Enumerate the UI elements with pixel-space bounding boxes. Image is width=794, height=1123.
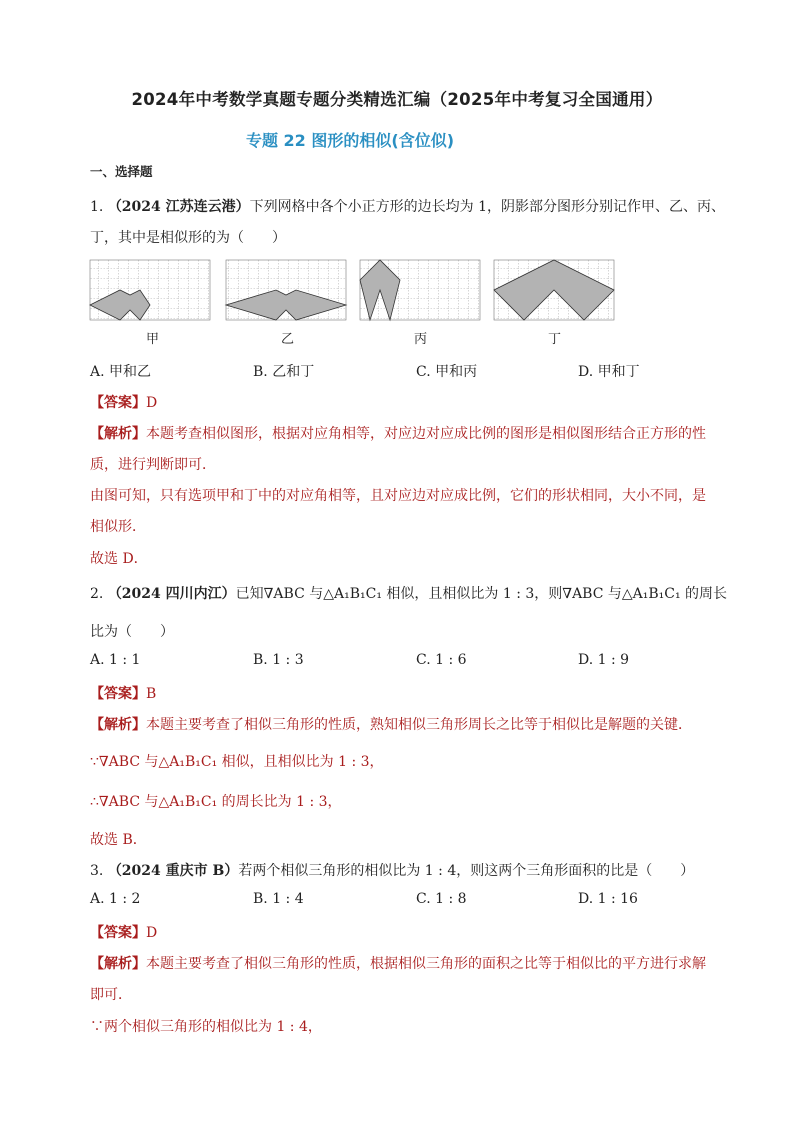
q3-answer-value: D — [146, 925, 158, 941]
q3-option-d[interactable]: D. 1 : 16 — [578, 891, 638, 907]
q2-step-1: ∵∇ABC 与△A₁B₁C₁ 相似，且相似比为 1 : 3， — [90, 754, 384, 770]
q1-option-b[interactable]: B. 乙和丁 — [253, 364, 315, 380]
q1-source: （2024 江苏连云港） — [107, 199, 250, 215]
q1-option-a[interactable]: A. 甲和乙 — [90, 364, 152, 380]
topic-title: 专题 22 图形的相似(含位似) — [245, 131, 455, 150]
q2-option-c[interactable]: C. 1 : 6 — [416, 652, 467, 668]
q1-analysis-tag: 【解析】 — [90, 426, 146, 442]
q1-analysis-line-3: 由图可知，只有选项甲和丁中的对应角相等，且对应边对应成比例，它们的形状相同，大小不同，是 — [90, 488, 706, 504]
section-heading: 一、选择题 — [90, 164, 153, 179]
q1-answer — [90, 392, 157, 412]
document-title: 2024年中考数学真题专题分类精选汇编（2025年中考复习全国通用） — [131, 90, 663, 109]
q2-answer — [90, 683, 156, 703]
q3-stem-line-1 — [90, 860, 694, 880]
figure-label-yi: 乙 — [281, 332, 295, 347]
q3-step-1: ∵两个相似三角形的相似比为 1 : 4， — [90, 1019, 322, 1035]
q1-option-c[interactable]: C. 甲和丙 — [416, 364, 478, 380]
q1-figures — [88, 258, 628, 348]
q1-analysis-line-1 — [90, 423, 706, 443]
q1-answer-value: D — [146, 395, 158, 411]
figure-label-ding: 丁 — [548, 332, 562, 347]
q1-analysis-line-2: 质，进行判断即可． — [90, 457, 216, 473]
q3-answer — [90, 922, 157, 942]
q2-step-2: ∴∇ABC 与△A₁B₁C₁ 的周长比为 1 : 3， — [90, 794, 342, 810]
q2-analysis-text-1: 本题主要考查了相似三角形的性质，熟知相似三角形周长之比等于相似比是解题的关键． — [146, 717, 692, 733]
q2-conclusion: 故选 B． — [90, 832, 147, 848]
grid-yi — [226, 260, 346, 320]
q2-analysis-line-1 — [90, 714, 692, 734]
figure-label-bing: 丙 — [414, 332, 428, 347]
figure-ding — [494, 260, 614, 320]
q3-analysis-line-2: 即可． — [90, 987, 132, 1003]
q1-number: 1. — [90, 199, 104, 215]
q1-analysis-line-4: 相似形． — [90, 519, 146, 535]
q3-option-c[interactable]: C. 1 : 8 — [416, 891, 467, 907]
q2-stem-line-2: 比为（ ） — [90, 624, 174, 640]
q3-analysis-tag: 【解析】 — [90, 956, 146, 972]
q3-option-a[interactable]: A. 1 : 2 — [90, 891, 141, 907]
q1-conclusion: 故选 D． — [90, 551, 148, 567]
figure-label-jia: 甲 — [146, 332, 160, 347]
q2-analysis-tag: 【解析】 — [90, 717, 146, 733]
q2-answer-tag: 【答案】 — [90, 686, 146, 702]
q2-option-d[interactable]: D. 1 : 9 — [578, 652, 630, 668]
q2-stem-line-1 — [90, 583, 727, 603]
q3-answer-tag: 【答案】 — [90, 925, 146, 941]
q2-source: （2024 四川内江） — [107, 586, 236, 602]
q1-stem-text: 下列网格中各个小正方形的边长均为 1，阴影部分图形分别记作甲、乙、丙、 — [249, 199, 726, 215]
q3-option-b[interactable]: B. 1 : 4 — [253, 891, 304, 907]
q3-analysis-line-1 — [90, 953, 706, 973]
q1-stem-line-1 — [90, 196, 725, 216]
q1-stem-line-2: 丁，其中是相似形的为（ ） — [90, 230, 286, 246]
q3-stem-text: 若两个相似三角形的相似比为 1 : 4，则这两个三角形面积的比是（ ） — [238, 863, 695, 879]
figure-yi — [226, 260, 346, 320]
figure-jia — [90, 260, 210, 320]
q2-stem-text: 已知∇ABC 与△A₁B₁C₁ 相似，且相似比为 1 : 3，则∇ABC 与△A₁B₁C₁ 的周长 — [235, 586, 728, 602]
q3-analysis-text-1: 本题主要考查了相似三角形的性质，根据相似三角形的面积之比等于相似比的平方进行求解 — [146, 956, 706, 972]
q2-number: 2. — [90, 586, 104, 602]
q1-answer-tag: 【答案】 — [90, 395, 146, 411]
q3-source: （2024 重庆市 B） — [107, 863, 239, 879]
figure-bing — [360, 260, 480, 320]
q2-option-b[interactable]: B. 1 : 3 — [253, 652, 304, 668]
q1-option-d[interactable]: D. 甲和丁 — [578, 364, 640, 380]
q3-number: 3. — [90, 863, 104, 879]
q2-answer-value: B — [146, 686, 157, 702]
q1-analysis-text-1: 本题考查相似图形，根据对应角相等，对应边对应成比例的图形是相似图形结合正方形的性 — [146, 426, 706, 442]
q2-option-a[interactable]: A. 1 : 1 — [90, 652, 141, 668]
